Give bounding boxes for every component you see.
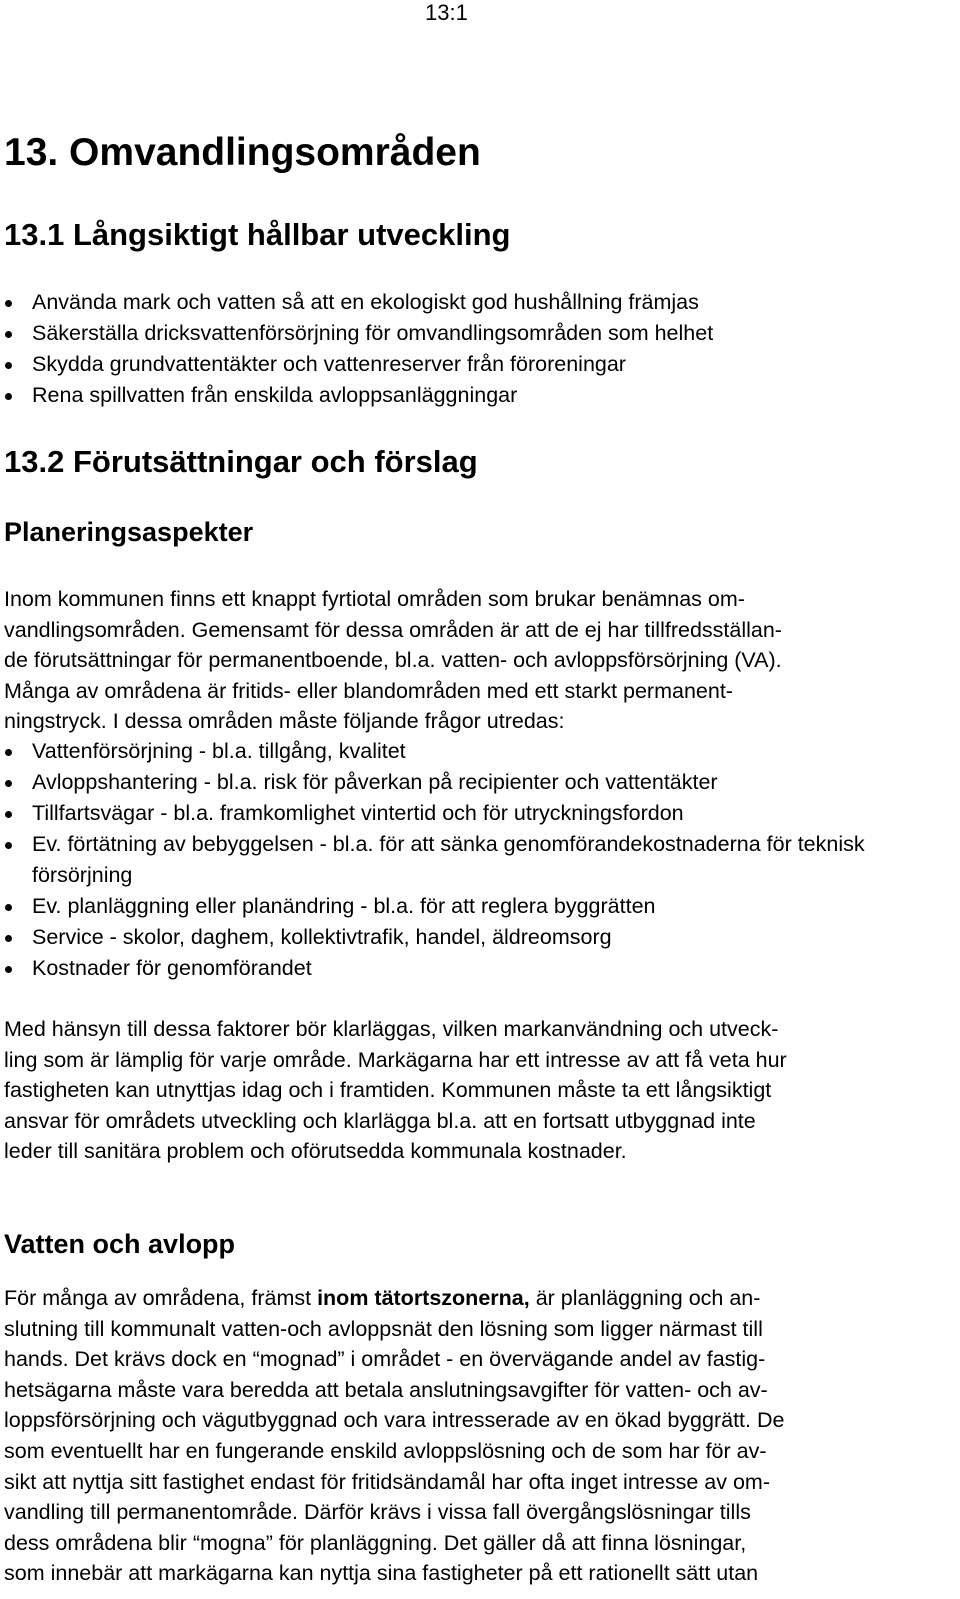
text-line: Med hänsyn till dessa faktorer bör klarläggas, vilken markanvändning och utveck- [4,1017,779,1041]
list-item: Skydda grundvattentäkter och vattenreserver från föroreningar [4,349,934,380]
text-line: sikt att nyttja sitt fastighet endast för fritidsändamål har ofta inget intresse av om- [4,1469,771,1494]
subheading-vatten-och-avlopp: Vatten och avlopp [4,1229,236,1259]
list-item: Ev. förtätning av bebyggelsen - bl.a. för att sänka genomförandekostnaderna för teknisk försörjning [4,829,922,891]
text-line: de förutsättningar för permanentboende, bl.a. vatten- och avloppsförsörjning (VA). [4,648,782,673]
list-item: Avloppshantering - bl.a. risk för påverkan på recipienter och vattentäkter [4,767,934,798]
text-line: ling som är lämplig för varje område. Markägarna har ett intresse av att få veta hur [4,1047,787,1072]
chapter-title: 13. Omvandlingsområden [4,131,481,174]
bold-text: inom tätortszonerna, [317,1286,530,1310]
text-line: hands. Det krävs dock en “mognad” i området - en övervägande andel av fastig- [4,1347,766,1372]
text-line: slutning till kommunalt vatten-och avloppsnät den lösning som ligger närmast till [4,1316,763,1341]
list-item: Tillfartsvägar - bl.a. framkomlighet vintertid och för utryckningsfordon [4,798,934,829]
text-line: hetsägarna måste vara beredda att betala anslutningsavgifter för vatten- och av- [4,1377,768,1402]
text-line: Många av områdena är fritids- eller blandområden med ett starkt permanent- [4,678,733,703]
page-number: 13:1 [425,0,468,25]
text-line: fastigheten kan utnyttjas idag och i framtiden. Kommunen måste ta ett långsiktigt [4,1078,772,1103]
water-paragraph [4,1283,938,1589]
text-line: ningstryck. I dessa områden måste följande frågor utredas: [4,709,565,734]
list-item: Säkerställa dricksvattenförsörjning för omvandlingsområden som helhet [4,318,934,349]
goals-list [4,287,934,411]
text-span: är planläggning och an- [529,1286,761,1310]
text-line: vandlingsområden. Gemensamt för dessa områden är att de ej har tillfredsställan- [4,617,782,642]
text-span: För många av områdena, främst [4,1286,318,1310]
text-line: Inom kommunen finns ett knappt fyrtiotal områden som brukar benämnas om- [4,587,745,611]
list-item: Kostnader för genomförandet [4,953,934,984]
intro-paragraph [4,584,938,737]
section-title-13-1: 13.1 Långsiktigt hållbar utveckling [4,217,511,252]
text-line: dess områdena blir “mogna” för planläggning. Det gäller då att finna lösningar, [4,1530,747,1555]
text-line: ansvar för områdets utveckling och klarlägga bl.a. att en fortsatt utbyggnad inte [4,1108,756,1133]
list-item: Rena spillvatten från enskilda avloppsanläggningar [4,380,934,411]
text-line: vandling till permanentområde. Därför krävs i vissa fall övergångslösningar tills [4,1500,751,1525]
text-line: leder till sanitära problem och oförutsedda kommunala kostnader. [4,1139,627,1164]
list-item: Använda mark och vatten så att en ekologiskt god hushållning främjas [4,287,934,318]
list-item: Vattenförsörjning - bl.a. tillgång, kvalitet [4,736,934,767]
conclusion-paragraph [4,1014,938,1167]
text-line: som innebär att markägarna kan nyttja sina fastigheter på ett rationellt sätt utan [4,1561,759,1586]
list-item: Service - skolor, daghem, kollektivtrafik, handel, äldreomsorg [4,922,934,953]
list-item: Ev. planläggning eller planändring - bl.a. för att reglera byggrätten [4,891,934,922]
subheading-planeringsaspekter: Planeringsaspekter [4,517,254,547]
section-title-13-2: 13.2 Förutsättningar och förslag [4,444,478,479]
questions-list [4,736,934,984]
text-line: loppsförsörjning och vägutbyggnad och vara intresserade av en ökad byggrätt. De [4,1408,785,1433]
text-line: som eventuellt har en fungerande enskild avloppslösning och de som har för av- [4,1438,767,1463]
